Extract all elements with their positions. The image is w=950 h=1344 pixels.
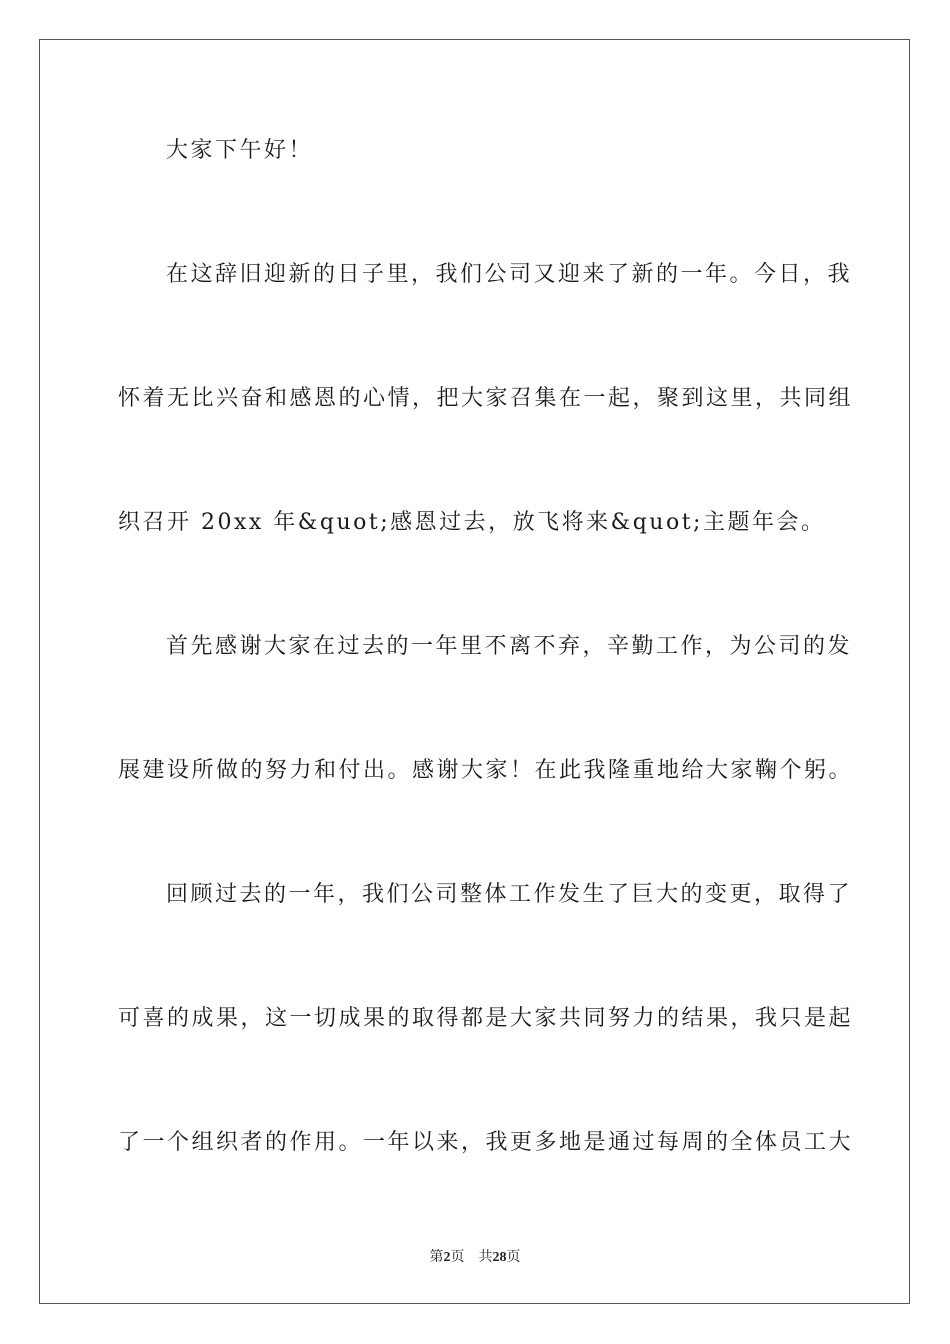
total-prefix: 共 [478, 1249, 493, 1265]
paragraph-line: 在这辞旧迎新的日子里，我们公司又迎来了新的一年。今日，我 [166, 262, 853, 287]
page-prefix: 第 [429, 1249, 444, 1265]
paragraph-line: 怀着无比兴奋和感恩的心情，把大家召集在一起，聚到这里，共同组 [118, 386, 854, 411]
total-suffix: 页 [506, 1249, 521, 1265]
total-pages: 28 [492, 1250, 507, 1265]
paragraph-line: 展建设所做的努力和付出。感谢大家！在此我隆重地给大家鞠个躬。 [118, 758, 854, 783]
paragraph-line: 织召开 20xx 年&quot;感恩过去，放飞将来&quot;主题年会。 [118, 510, 826, 535]
paragraph-line: 了一个组织者的作用。一年以来，我更多地是通过每周的全体员工大 [118, 1130, 854, 1155]
page-border [39, 39, 910, 1304]
page-footer [0, 1248, 950, 1267]
paragraph-line: 回顾过去的一年，我们公司整体工作发生了巨大的变更，取得了 [166, 882, 853, 907]
page-number: 2 [443, 1250, 451, 1265]
page-suffix: 页 [450, 1249, 465, 1265]
paragraph-line: 可喜的成果，这一切成果的取得都是大家共同努力的结果，我只是起 [118, 1006, 854, 1031]
greeting-line: 大家下午好！ [166, 138, 314, 163]
paragraph-line: 首先感谢大家在过去的一年里不离不弃，辛勤工作，为公司的发 [166, 634, 853, 659]
